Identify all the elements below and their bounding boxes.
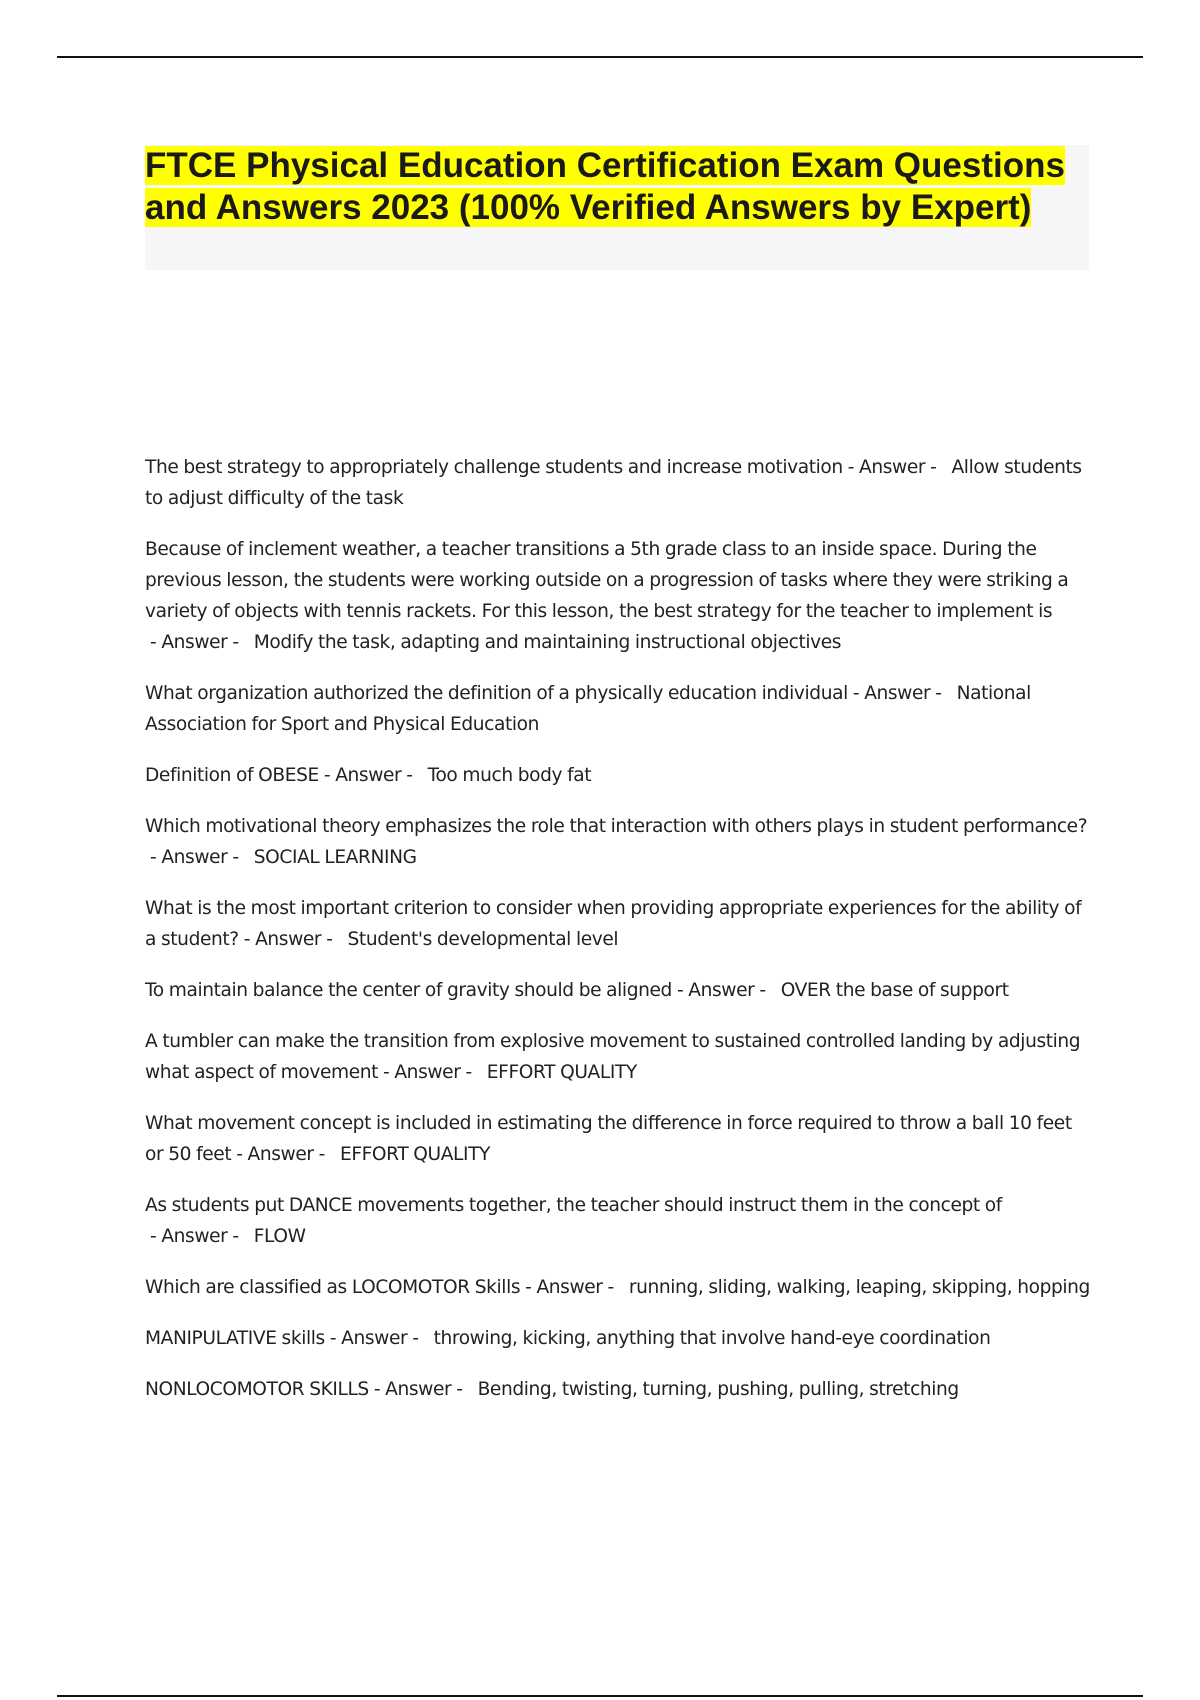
- bottom-rule: [57, 1695, 1143, 1697]
- document-title: [145, 145, 1089, 229]
- answer-text: National Association for Sport and Physical Education: [145, 683, 1031, 735]
- qa-item: [145, 1323, 1090, 1354]
- answer-separator: - Answer -: [324, 1328, 434, 1349]
- qa-item: [145, 452, 1090, 514]
- qa-item: [145, 678, 1090, 740]
- question-text: To maintain balance the center of gravity should be aligned: [145, 980, 672, 1001]
- answer-text: SOCIAL LEARNING: [253, 847, 417, 868]
- answer-separator: - Answer -: [238, 929, 348, 950]
- qa-item: [145, 1272, 1090, 1303]
- qa-item: [145, 760, 1090, 791]
- answer-separator: - Answer -: [318, 765, 428, 786]
- answer-separator: - Answer -: [368, 1379, 478, 1400]
- qa-item: [145, 1374, 1090, 1405]
- qa-item: [145, 1108, 1090, 1170]
- qa-item: [145, 534, 1090, 658]
- answer-separator: - Answer -: [520, 1277, 629, 1298]
- answer-separator: - Answer -: [847, 683, 957, 704]
- qa-item: [145, 811, 1090, 873]
- qa-item: [145, 975, 1090, 1006]
- question-text: Definition of OBESE: [145, 765, 319, 786]
- answer-text: FLOW: [253, 1226, 306, 1247]
- question-text: What movement concept is included in estimating the difference in force required to throw a ball 10 feet or 50 feet: [145, 1113, 1072, 1165]
- question-text: NONLOCOMOTOR SKILLS: [145, 1379, 369, 1400]
- answer-separator: - Answer -: [145, 847, 254, 868]
- qa-item: [145, 893, 1090, 955]
- question-text: Which are classified as LOCOMOTOR Skills: [145, 1277, 521, 1298]
- question-text: Which motivational theory emphasizes the role that interaction with others plays in student performance?: [145, 816, 1088, 837]
- answer-separator: - Answer -: [231, 1144, 340, 1165]
- answer-text: Student's developmental level: [347, 929, 619, 950]
- question-text: A tumbler can make the transition from explosive movement to sustained controlled landing by adjusting what aspect of movement: [145, 1031, 1081, 1083]
- question-text: What organization authorized the definition of a physically education individual: [145, 683, 848, 704]
- title-block: [145, 145, 1089, 270]
- answer-text: running, sliding, walking, leaping, skipping, hopping: [628, 1277, 1090, 1298]
- answer-text: throwing, kicking, anything that involve hand-eye coordination: [433, 1328, 991, 1349]
- answer-separator: - Answer -: [145, 632, 254, 653]
- answer-text: Too much body fat: [427, 765, 592, 786]
- question-text: MANIPULATIVE skills: [145, 1328, 325, 1349]
- answer-separator: - Answer -: [842, 457, 952, 478]
- question-text: As students put DANCE movements together, the teacher should instruct them in the concept of: [145, 1195, 1002, 1216]
- qa-list: [145, 452, 1090, 1425]
- top-rule: [57, 56, 1143, 58]
- answer-separator: - Answer -: [378, 1062, 487, 1083]
- qa-item: [145, 1190, 1090, 1252]
- answer-text: EFFORT QUALITY: [486, 1062, 637, 1083]
- answer-text: Bending, twisting, turning, pushing, pulling, stretching: [477, 1379, 959, 1400]
- answer-text: EFFORT QUALITY: [339, 1144, 491, 1165]
- document-title-text: FTCE Physical Education Certification Exam Questions and Answers 2023 (100% Verified Answers by Expert): [145, 146, 1065, 227]
- answer-text: Allow students to adjust difficulty of the task: [145, 457, 1082, 509]
- answer-text: Modify the task, adapting and maintaining instructional objectives: [253, 632, 842, 653]
- question-text: Because of inclement weather, a teacher transitions a 5th grade class to an inside space. During the previous lesson, the students were working outside on a progression of tasks where they were striking a variety of objects with tennis rackets. For this lesson, the best strategy for the teacher to implement is: [145, 539, 1069, 622]
- answer-separator: - Answer -: [145, 1226, 254, 1247]
- answer-text: OVER the base of support: [780, 980, 1009, 1001]
- qa-item: [145, 1026, 1090, 1088]
- question-text: The best strategy to appropriately challenge students and increase motivation: [145, 457, 843, 478]
- question-text: What is the most important criterion to consider when providing appropriate experiences for the ability of a student?: [145, 898, 1082, 950]
- answer-separator: - Answer -: [671, 980, 781, 1001]
